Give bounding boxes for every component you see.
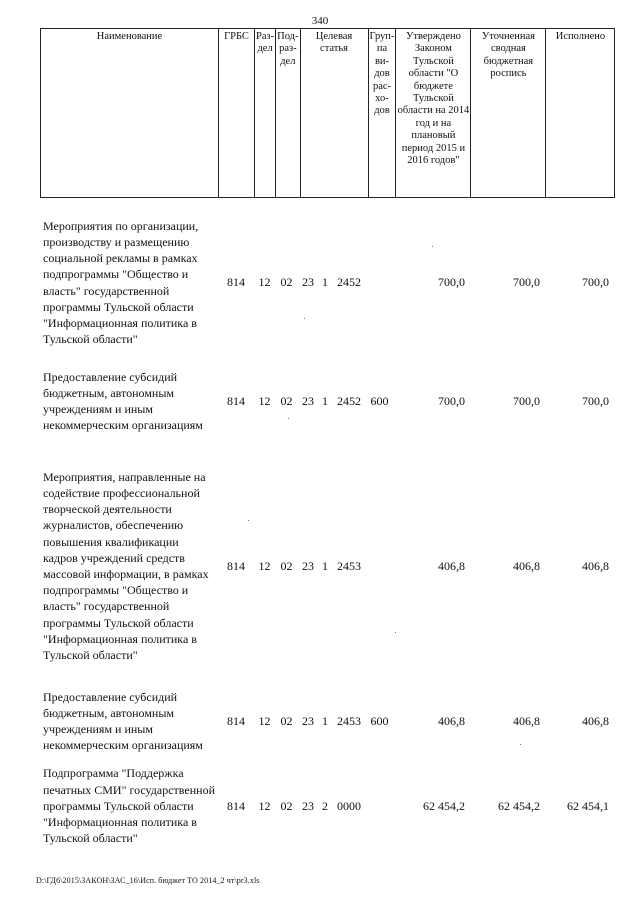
row-name: Предоставление субсидий бюджетным, автономным учреждениям и иным некоммерческим организациям <box>43 369 203 433</box>
row-vid <box>366 210 393 355</box>
row-grbs: 814 <box>227 393 245 408</box>
row-grbs: 814 <box>227 798 245 813</box>
row-cs-program: 23 <box>302 275 314 290</box>
table-row <box>40 447 612 685</box>
row-cs-program: 23 <box>302 713 314 728</box>
scan-speck <box>248 520 249 521</box>
row-approved: 406,8 <box>438 558 465 573</box>
header-name: Наименование <box>41 29 219 198</box>
row-grbs: 814 <box>227 558 245 573</box>
row-clarified: 700,0 <box>513 393 540 408</box>
row-cs-direction: 2453 <box>337 558 361 573</box>
table-row <box>40 355 612 447</box>
header-grbs: ГРБС <box>219 29 255 198</box>
row-cs-direction: 0000 <box>337 798 361 813</box>
row-name: Мероприятия, направленные на содействие профессиональной творческой деятельности журналистов, обеспечению повышения квалификации кадров учреждений средств массовой информации, в рамках подпрограммы "Общество и власть" государственной программы Тульской области "Информационная политика в Тульской области" <box>43 469 209 663</box>
scan-speck <box>288 418 289 419</box>
scan-speck <box>432 246 433 247</box>
table-body <box>40 210 612 855</box>
table-row <box>40 685 612 757</box>
table-row <box>40 210 612 355</box>
header-celevaya-statya: Целевая статья <box>300 29 368 198</box>
row-name: Мероприятия по организации, производству и размещению социальной рекламы в рамках подпрограммы "Общество и власть" государственной программы Тульской области "Информационная политика в Тульской области" <box>43 218 199 347</box>
row-razdel: 12 <box>258 275 271 290</box>
scan-speck <box>520 744 521 745</box>
header-razdel: Раз-дел <box>255 29 276 198</box>
row-podrazdel: 02 <box>280 393 293 408</box>
row-podrazdel: 02 <box>280 275 293 290</box>
row-vid: 600 <box>370 713 389 728</box>
header-executed: Исполнено <box>546 29 615 198</box>
row-podrazdel: 02 <box>280 798 293 813</box>
footer-file-path: D:\ГД6\2015\ЗАКОН\ЗАС_16\Исп. бюджет ТО 2014_2 чт\pr3.xls <box>36 876 260 885</box>
table-row <box>40 757 612 855</box>
row-grbs: 814 <box>227 713 245 728</box>
row-razdel: 12 <box>258 393 271 408</box>
row-cs-subprogram: 1 <box>322 393 328 408</box>
row-executed: 62 454,1 <box>567 798 609 813</box>
row-cs-subprogram: 2 <box>322 798 328 813</box>
scan-speck <box>304 318 305 319</box>
row-name: Предоставление субсидий бюджетным, автономным учреждениям и иным некоммерческим организациям <box>43 689 203 753</box>
row-clarified: 406,8 <box>513 558 540 573</box>
row-razdel: 12 <box>258 713 271 728</box>
row-podrazdel: 02 <box>280 713 293 728</box>
row-grbs: 814 <box>227 275 245 290</box>
row-cs-direction: 2453 <box>337 713 361 728</box>
row-cs-subprogram: 1 <box>322 275 328 290</box>
row-approved: 700,0 <box>438 275 465 290</box>
row-executed: 406,8 <box>582 713 609 728</box>
row-executed: 700,0 <box>582 275 609 290</box>
row-vid <box>366 447 393 685</box>
header-clarified: Уточненная сводная бюджетная роспись <box>471 29 546 198</box>
scan-speck <box>395 632 396 633</box>
row-vid: 600 <box>370 393 389 408</box>
row-cs-subprogram: 1 <box>322 558 328 573</box>
header-approved: Утверждено Законом Тульской области "О бюджете Тульской области на 2014 год и на плановый период 2015 и 2016 годов" <box>396 29 471 198</box>
row-clarified: 406,8 <box>513 713 540 728</box>
row-clarified: 62 454,2 <box>498 798 540 813</box>
row-clarified: 700,0 <box>513 275 540 290</box>
row-razdel: 12 <box>258 558 271 573</box>
header-podrazdel: Под-раз-дел <box>276 29 300 198</box>
row-cs-direction: 2452 <box>337 393 361 408</box>
row-cs-program: 23 <box>302 798 314 813</box>
row-cs-program: 23 <box>302 393 314 408</box>
row-razdel: 12 <box>258 798 271 813</box>
row-approved: 406,8 <box>438 713 465 728</box>
table-header <box>40 28 615 198</box>
row-approved: 62 454,2 <box>423 798 465 813</box>
row-vid <box>366 757 393 855</box>
row-podrazdel: 02 <box>280 558 293 573</box>
row-cs-direction: 2452 <box>337 275 361 290</box>
row-cs-program: 23 <box>302 558 314 573</box>
row-name: Подпрограмма "Поддержка печатных СМИ" государственной программы Тульской области "Информационная политика в Тульской области" <box>43 766 215 846</box>
row-executed: 700,0 <box>582 393 609 408</box>
row-cs-subprogram: 1 <box>322 713 328 728</box>
row-executed: 406,8 <box>582 558 609 573</box>
page-number: 340 <box>311 15 329 27</box>
row-approved: 700,0 <box>438 393 465 408</box>
header-vid-rashodov: Груп-па ви-дов рас-хо-дов <box>368 29 396 198</box>
